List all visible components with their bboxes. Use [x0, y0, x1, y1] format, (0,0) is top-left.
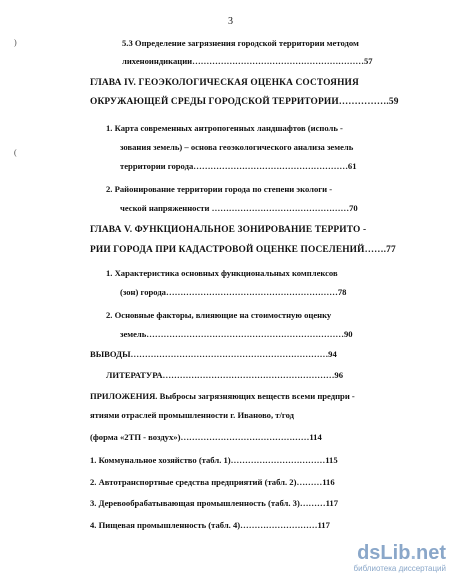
- toc-entry: лихеноиндикации……………………………………………………57: [122, 56, 373, 66]
- toc-chapter-heading: РИИ ГОРОДА ПРИ КАДАСТРОВОЙ ОЦЕНКЕ ПОСЕЛЕНИЙ…….77: [90, 245, 396, 255]
- toc-entry: 4. Пищевая промышленность (табл. 4)………………………117: [90, 520, 330, 530]
- toc-entry: ЛИТЕРАТУРА……………………………………………………96: [106, 370, 344, 380]
- toc-entry: 5.3 Определение загрязнения городской территории методом: [122, 38, 359, 48]
- toc-entry: (зон) города……………………………………………………78: [120, 287, 347, 297]
- watermark-logo-dot: .: [410, 542, 416, 564]
- toc-entry: 3. Деревообрабатывающая промышленность (табл. 3)………117: [90, 498, 339, 508]
- watermark-logo-tld: net: [416, 542, 446, 564]
- margin-mark: ): [14, 38, 17, 47]
- watermark-logo-main: dsLib: [357, 542, 411, 564]
- margin-mark: (: [14, 148, 17, 157]
- toc-entry: 2. Автотранспортные средства предприятий (табл. 2)………116: [90, 477, 335, 487]
- toc-chapter-heading: ГЛАВА IV. ГЕОЭКОЛОГИЧЕСКАЯ ОЦЕНКА СОСТОЯНИЯ: [90, 78, 359, 88]
- toc-entry: 2. Основные факторы, влияющие на стоимостную оценку: [106, 310, 332, 320]
- toc-entry: 1. Характеристика основных функциональных комплексов: [106, 268, 338, 278]
- toc-entry: ческой напряженности …………………………………………70: [120, 203, 358, 213]
- toc-entry: территории города………………………………………………61: [120, 161, 357, 171]
- page-number: 3: [228, 16, 233, 27]
- toc-entry: зования земель) – основа геоэкологического анализа земель: [120, 142, 354, 152]
- toc-entry: (форма «2ТП - воздух»)………………………………………114: [90, 432, 322, 442]
- toc-entry: ВЫВОДЫ……………………………………………………………94: [90, 349, 337, 359]
- toc-entry: ятиями отраслей промышленности г. Иваново, т/год: [90, 410, 294, 420]
- toc-chapter-heading: ГЛАВА V. ФУНКЦИОНАЛЬНОЕ ЗОНИРОВАНИЕ ТЕРРИТО -: [90, 225, 367, 235]
- watermark: [346, 543, 446, 574]
- toc-entry: 1. Карта современных антропогенных ландшафтов (исполь -: [106, 123, 343, 133]
- toc-entry: 2. Районирование территории города по степени экологи -: [106, 184, 333, 194]
- toc-entry: ПРИЛОЖЕНИЯ. Выбросы загрязняющих веществ всеми предпри -: [90, 391, 355, 401]
- watermark-subtitle: библиотека диссертаций: [353, 564, 446, 573]
- toc-chapter-heading: ОКРУЖАЮЩЕЙ СРЕДЫ ГОРОДСКОЙ ТЕРРИТОРИИ…………….59: [90, 97, 399, 107]
- toc-entry: земель……………………………………………………………90: [120, 329, 353, 339]
- toc-entry: 1. Коммунальное хозяйство (табл. 1)……………………………115: [90, 455, 338, 465]
- watermark-logo: [346, 543, 446, 563]
